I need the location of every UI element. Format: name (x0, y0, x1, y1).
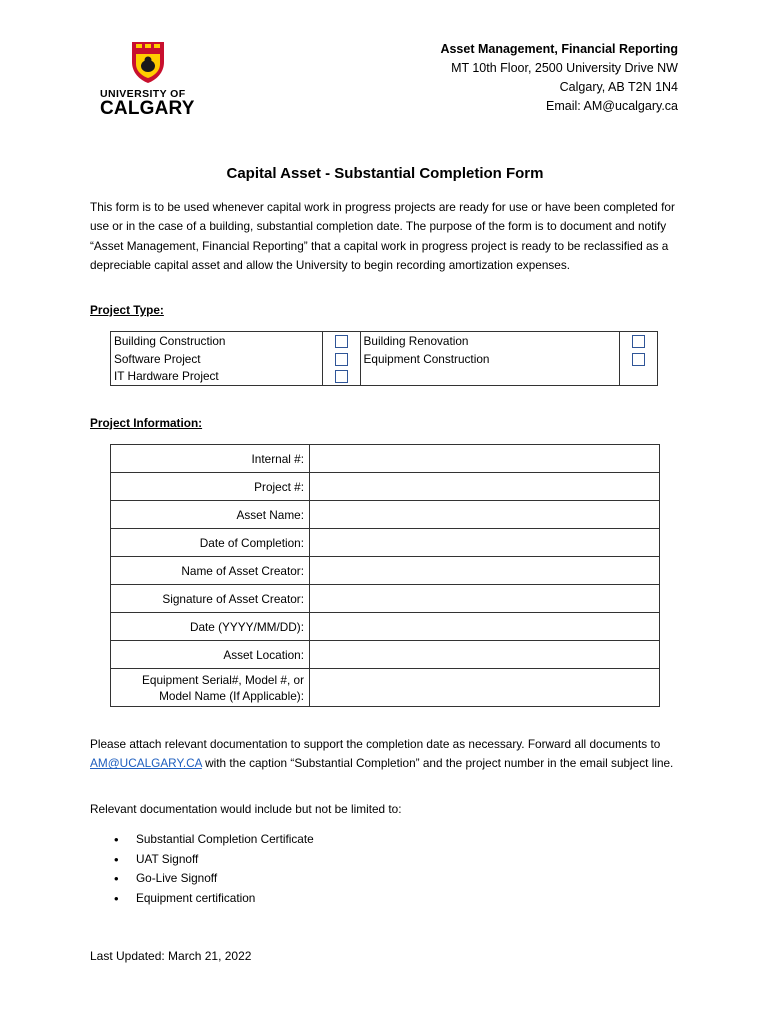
table-row (111, 585, 660, 613)
table-row (111, 368, 658, 386)
last-updated: Last Updated: March 21, 2022 (90, 949, 252, 963)
equipment-serial-label-line-2: Model Name (If Applicable): (159, 688, 304, 703)
internal-number-label: Internal #: (111, 445, 310, 473)
table-row (111, 473, 660, 501)
attach-text-pre: Please attach relevant documentation to support the completion date as necessary. Forward all documents to (90, 737, 661, 751)
list-item: • Go-Live Signoff (110, 869, 314, 889)
list-item: • UAT Signoff (110, 850, 314, 870)
table-row (111, 669, 660, 707)
address-line-2: Calgary, AB T2N 1N4 (559, 80, 678, 94)
table-row (111, 332, 658, 350)
logo-line-1: UNIVERSITY OF (100, 88, 186, 100)
office-address (440, 40, 678, 116)
it-hardware-project-checkbox-cell (322, 368, 360, 386)
asset-location-field[interactable] (310, 641, 660, 669)
date-field[interactable] (310, 613, 660, 641)
software-project-checkbox[interactable] (335, 353, 348, 366)
table-row (111, 501, 660, 529)
option-building-construction: Building Construction (111, 332, 323, 350)
table-row (111, 445, 660, 473)
project-number-field[interactable] (310, 473, 660, 501)
office-name: Asset Management, Financial Reporting (440, 42, 678, 56)
university-crest-icon (130, 40, 166, 84)
address-line-1: MT 10th Floor, 2500 University Drive NW (451, 61, 678, 75)
form-title: Capital Asset - Substantial Completion Form (226, 165, 544, 182)
empty-cell (360, 368, 619, 386)
date-of-completion-label: Date of Completion: (111, 529, 310, 557)
building-construction-checkbox[interactable] (335, 335, 348, 348)
table-row (111, 350, 658, 368)
equipment-construction-checkbox-cell (620, 350, 658, 368)
project-number-label: Project #: (111, 473, 310, 501)
project-info-table (110, 444, 660, 707)
table-row (111, 613, 660, 641)
project-type-table (110, 331, 658, 386)
building-renovation-checkbox[interactable] (632, 335, 645, 348)
date-label: Date (YYYY/MM/DD): (111, 613, 310, 641)
asset-name-field[interactable] (310, 501, 660, 529)
table-row (111, 529, 660, 557)
list-item: • Equipment certification (110, 889, 314, 909)
project-type-heading: Project Type: (90, 303, 164, 317)
attach-instructions (90, 735, 685, 774)
intro-paragraph: This form is to be used whenever capital work in progress projects are ready for use or have been completed for use or in the case of a building, substantial completion date. The purpose of the form is to document and notify “Asset Management, Financial Reporting” that a capital work in progress project is ready to be reclassified as a depreciable capital asset and allow the University to begin recording amortization expenses. (90, 200, 675, 272)
docs-intro: Relevant documentation would include but not be limited to: (90, 802, 402, 816)
table-row (111, 557, 660, 585)
option-building-renovation: Building Renovation (360, 332, 619, 350)
date-of-completion-field[interactable] (310, 529, 660, 557)
email-link[interactable]: AM@UCALGARY.CA (90, 756, 202, 771)
table-row (111, 641, 660, 669)
option-equipment-construction: Equipment Construction (360, 350, 619, 368)
option-it-hardware-project: IT Hardware Project (111, 368, 323, 386)
empty-cell (620, 368, 658, 386)
list-item: • Substantial Completion Certificate (110, 830, 314, 850)
equipment-construction-checkbox[interactable] (632, 353, 645, 366)
asset-creator-name-label: Name of Asset Creator: (111, 557, 310, 585)
asset-creator-name-field[interactable] (310, 557, 660, 585)
equipment-serial-field[interactable] (310, 669, 660, 707)
building-construction-checkbox-cell (322, 332, 360, 350)
equipment-serial-label (111, 669, 310, 707)
option-software-project: Software Project (111, 350, 323, 368)
asset-location-label: Asset Location: (111, 641, 310, 669)
documentation-list (110, 830, 314, 908)
software-project-checkbox-cell (322, 350, 360, 368)
attach-text-post: with the caption “Substantial Completion” and the project number in the email subject line. (201, 756, 674, 771)
equipment-serial-label-line-1: Equipment Serial#, Model #, or (142, 672, 304, 687)
logo-line-2: CALGARY (100, 98, 195, 119)
project-info-heading: Project Information: (90, 416, 203, 430)
asset-creator-signature-label: Signature of Asset Creator: (111, 585, 310, 613)
internal-number-field[interactable] (310, 445, 660, 473)
university-logo (100, 40, 200, 120)
asset-creator-signature-field[interactable] (310, 585, 660, 613)
building-renovation-checkbox-cell (620, 332, 658, 350)
office-email: Email: AM@ucalgary.ca (546, 99, 678, 113)
it-hardware-project-checkbox[interactable] (335, 370, 348, 383)
asset-name-label: Asset Name: (111, 501, 310, 529)
